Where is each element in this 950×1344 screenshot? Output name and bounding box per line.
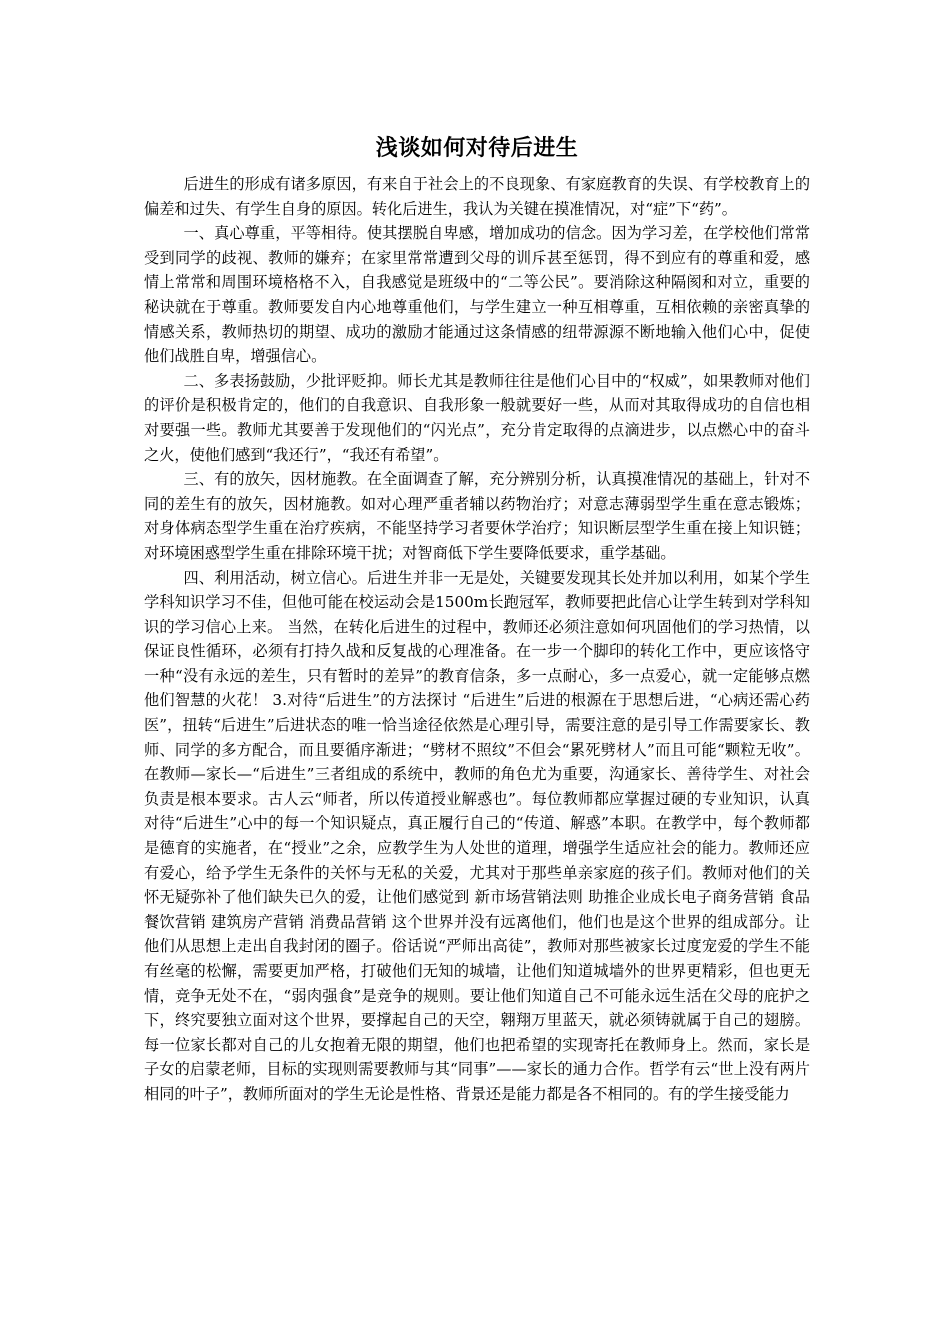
paragraph-intro: 后进生的形成有诸多原因，有来自于社会上的不良现象、有家庭教育的失误、有学校教育上的偏差和过失、有学生自身的原因。转化后进生，我认为关键在摸准情况，对“症”下“药”。: [144, 175, 810, 218]
paragraph-respect: 一、真心尊重，平等相待。使其摆脱自卑感，增加成功的信念。因为学习差，在学校他们常常受到同学的歧视、教师的嫌弃；在家里常常遭到父母的训斥甚至惩罚，得不到应有的尊重和爱，感情上常常和周围环境格格不入，自我感觉是班级中的“二等公民”。要消除这种隔阂和对立，重要的秘诀就在于尊重。教师要发自内心地尊重他们，与学生建立一种互相尊重，互相依赖的亲密真挚的情感关系，教师热切的期望、成功的激励才能通过这条情感的纽带源源不断地输入他们心中，促使他们战胜自卑，增强信心。: [144, 224, 810, 366]
document-page: [144, 128, 810, 1107]
paragraph-praise: 二、多表扬鼓励，少批评贬抑。师长尤其是教师往往是他们心目中的“权威”，如果教师对他们的评价是积极肯定的，他们的自我意识、自我形象一般就要好一些，从而对其取得成功的自信也相对要强一些。教师尤其要善于发现他们的“闪光点”，充分肯定取得的点滴进步，以点燃心中的奋斗之火，使他们感到“我还行”，“我还有希望”。: [144, 371, 810, 464]
paragraph-activities: 四、利用活动，树立信心。后进生并非一无是处，关键要发现其长处并加以利用，如某个学生学科知识学习不佳，但他可能在校运动会是1500m长跑冠军，教师要把此信心让学生转到对学科知识的学习信心上来。 当然，在转化后进生的过程中，教师还必须注意如何巩固他们的学习热情，以保证良性循环，必须有打持久战和反复战的心理准备。在一步一个脚印的转化工作中，更应该恪守一种“没有永远的差生，只有暂时的差异”的教育信条，多一点耐心，多一点爱心，就一定能够点燃他们智慧的火花！ 3.对待“后进生”的方法探讨 “后进生”后进的根源在于思想后进，“心病还需心药医”，扭转“后进生”后进状态的唯一恰当途径依然是心理引导，需要注意的是引导工作需要家长、教师、同学的多方配合，而且要循序渐进；“劈材不照纹”不但会“累死劈材人”而且可能“颗粒无收”。在教师—家长—“后进生”三者组成的系统中，教师的角色尤为重要，沟通家长、善待学生、对社会负责是根本要求。古人云“师者，所以传道授业解惑也”。每位教师都应掌握过硬的专业知识，认真对待“后进生”心中的每一个知识疑点，真正履行自己的“传道、解惑”本职。在教学中，每个教师都是德育的实施者，在“授业”之余，应教学生为人处世的道理，增强学生适应社会的能力。教师还应有爱心，给予学生无条件的关怀与无私的关爱，尤其对于那些单亲家庭的孩子们。教师对他们的关怀无疑弥补了他们缺失已久的爱，让他们感觉到 新市场营销法则 助推企业成长电子商务营销 食品餐饮营销 建筑房产营销 消费品营销 这个世界并没有远离他们，他们也是这个世界的组成部分。让他们从思想上走出自我封闭的圈子。俗话说“严师出高徒”，教师对那些被家长过度宠爱的学生不能有丝毫的松懈，需要更加严格，打破他们无知的城墙，让他们知道城墙外的世界更精彩，但也更无情，竞争无处不在，“弱肉强食”是竞争的规则。要让他们知道自己不可能永远生活在父母的庇护之下，终究要独立面对这个世界，要撑起自己的天空，翱翔万里蓝天，就必须铸就属于自己的翅膀。每一位家长都对自己的儿女抱着无限的期望，他们也把希望的实现寄托在教师身上。然而，家长是子女的启蒙老师，目标的实现则需要教师与其“同事”——家长的通力合作。哲学有云“世上没有两片相同的叶子”，教师所面对的学生无论是性格、背景还是能力都是各不相同的。有的学生接受能力: [144, 568, 810, 1103]
document-title: 浅谈如何对待后进生: [375, 135, 579, 161]
paragraph-targeted-teaching: 三、有的放矢，因材施教。在全面调查了解，充分辨别分析，认真摸准情况的基础上，针对不同的差生有的放矢，因材施教。如对心理严重者辅以药物治疗；对意志薄弱型学生重在意志锻炼；对身体病态型学生重在治疗疾病，不能坚持学习者要休学治疗；知识断层型学生重在接上知识链；对环境困惑型学生重在排除环境干扰；对智商低下学生要降低要求，重学基础。: [144, 470, 810, 562]
